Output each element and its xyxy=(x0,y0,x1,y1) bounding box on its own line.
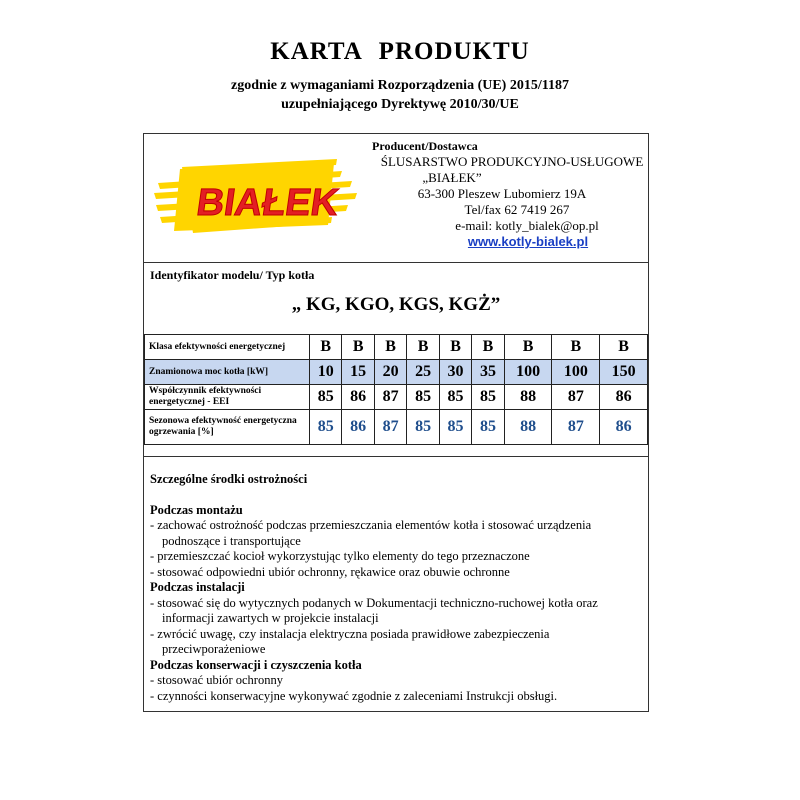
page-subtitle-line1: zgodnie z wymaganiami Rozporządzenia (UE) 2015/1187 xyxy=(231,78,569,93)
table-cell: 85 xyxy=(439,410,471,445)
table-cell: B xyxy=(407,335,439,360)
table-cell: B xyxy=(310,335,342,360)
producer-address: 63-300 Pleszew Lubomierz 19A xyxy=(417,186,587,201)
table-cell: 86 xyxy=(342,385,374,410)
table-cell: B xyxy=(552,335,600,360)
table-cell: 86 xyxy=(600,385,648,410)
table-cell: 15 xyxy=(342,360,374,385)
card-header xyxy=(144,134,648,263)
page-title: KARTA PRODUKTU xyxy=(270,38,530,65)
table-cell: 100 xyxy=(504,360,552,385)
table-row-rated-power xyxy=(145,360,648,385)
list-item: przeciwporażeniowe xyxy=(162,642,266,656)
table-cell: 10 xyxy=(310,360,342,385)
list-item: - czynności konserwacyjne wykonywać zgodnie z zaleceniami Instrukcji obsługi. xyxy=(150,688,558,703)
table-cell: B xyxy=(600,335,648,360)
table-cell: 88 xyxy=(504,410,552,445)
safety-title: Szczególne środki ostrożności xyxy=(150,472,308,486)
bialek-logo xyxy=(152,153,362,235)
row-label: Sezonowa efektywność energetyczna ogrzewania [%] xyxy=(145,410,310,445)
logo-graphic xyxy=(152,153,362,235)
table-cell: 85 xyxy=(407,410,439,445)
table-cell: 85 xyxy=(472,385,504,410)
row-label: Znamionowa moc kotła [kW] xyxy=(145,360,310,385)
table-cell: B xyxy=(439,335,471,360)
table-cell: 87 xyxy=(552,410,600,445)
table-cell: 35 xyxy=(472,360,504,385)
table-cell: 87 xyxy=(374,410,406,445)
model-label: Identyfikator modelu/ Typ kotła xyxy=(150,268,315,282)
table-cell: 85 xyxy=(407,385,439,410)
table-cell: 85 xyxy=(310,385,342,410)
producer-website-link[interactable]: www.kotly-bialek.pl xyxy=(467,234,589,249)
row-label: Klasa efektywności energetycznej xyxy=(145,335,310,360)
table-cell: B xyxy=(472,335,504,360)
product-card xyxy=(143,133,649,712)
safety-section xyxy=(150,472,645,704)
table-cell: 85 xyxy=(310,410,342,445)
list-item: podnoszące i transportujące xyxy=(162,533,301,548)
table-cell: 100 xyxy=(552,360,600,385)
table-row-seasonal-efficiency xyxy=(145,410,648,445)
table-cell: 20 xyxy=(374,360,406,385)
table-row-eei xyxy=(145,385,648,410)
spec-table xyxy=(144,334,648,445)
producer-website-wrap xyxy=(404,234,652,250)
section-heading-installation: Podczas instalacji xyxy=(150,580,245,594)
list-item: - zwrócić uwagę, czy instalacja elektryczna posiada prawidłowe zabezpieczenia xyxy=(150,626,550,641)
table-cell: 87 xyxy=(552,385,600,410)
list-item: - zachować ostrożność podczas przemieszczania elementów kotła i stosować urządzenia xyxy=(150,518,592,532)
producer-line2: „BIAŁEK” xyxy=(422,170,482,185)
table-cell: 85 xyxy=(439,385,471,410)
table-cell: 25 xyxy=(407,360,439,385)
table-cell: B xyxy=(504,335,552,360)
section-divider xyxy=(144,456,648,457)
table-row-energy-class xyxy=(145,335,648,360)
list-item: - stosować odpowiedni ubiór ochronny, rękawice oraz obuwie ochronne xyxy=(150,564,510,579)
section-heading-maintenance: Podczas konserwacji i czyszczenia kotła xyxy=(150,657,362,672)
list-item: - przemieszczać kocioł wykorzystując tylko elementy do tego przeznaczone xyxy=(150,549,530,563)
table-cell: 150 xyxy=(600,360,648,385)
table-cell: 88 xyxy=(504,385,552,410)
table-cell: 30 xyxy=(439,360,471,385)
list-item: - stosować ubiór ochronny xyxy=(150,673,283,687)
section-heading-assembly: Podczas montażu xyxy=(150,502,243,517)
table-cell: 87 xyxy=(374,385,406,410)
producer-email: e-mail: kotly_bialek@op.pl xyxy=(455,218,599,233)
model-value: „ KG, KGO, KGS, KGŻ” xyxy=(291,294,501,315)
table-cell: B xyxy=(342,335,374,360)
table-cell: B xyxy=(374,335,406,360)
list-item: informacji zawartych w projekcie instalacji xyxy=(162,611,379,625)
page-subtitle-line2: uzupełniającego Dyrektywę 2010/30/UE xyxy=(281,97,519,112)
list-item: - stosować się do wytycznych podanych w Dokumentacji techniczno-ruchowej kotła oraz xyxy=(150,595,598,610)
row-label: Współczynnik efektywności energetycznej - EEI xyxy=(145,385,310,410)
table-cell: 86 xyxy=(600,410,648,445)
producer-info xyxy=(372,138,652,250)
table-cell: 86 xyxy=(342,410,374,445)
producer-line1: ŚLUSARSTWO PRODUKCYJNO-USŁUGOWE xyxy=(380,154,644,169)
producer-phone: Tel/fax 62 7419 267 xyxy=(464,202,570,217)
producer-label: Producent/Dostawca xyxy=(372,139,478,153)
table-cell: 85 xyxy=(472,410,504,445)
logo-text: BIAŁEK xyxy=(194,181,342,224)
